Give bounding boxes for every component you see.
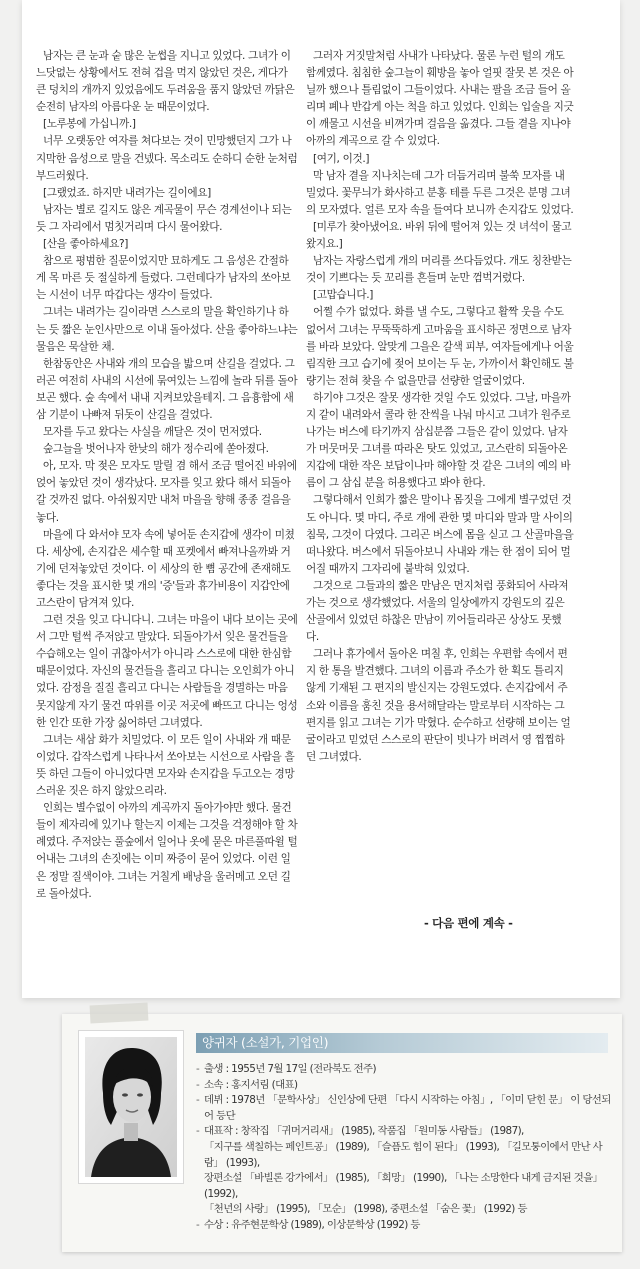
story-paragraph: 하기야 그것은 잘못 생각한 것일 수도 있었다. 그날, 마을까지 같이 내려와서 콜라 한 잔씩을 나눠 마시고 그녀가 원주로 나가는 버스에 타기까지 삼십분쯤 그들은 같이 있었다. 남자가 머뭇머뭇 그녀를 따라온 탓도 있었고, 고스란히 되돌아온 지갑에 대한 작은 보답이나마 해야할 것 같은 그녀의 예의 바름이 그 삼십 분을 허용했다고 봐야 한다. — [306, 391, 571, 490]
author-detail-text: 소속 : 홍지서림 (대표) — [204, 1078, 298, 1091]
story-column-right — [306, 48, 574, 766]
author-detail-text: 장편소설 「바빌론 강가에서」 (1985), 「희망」 (1990), 「나는 소망한다 내게 금지된 것을」 (1992), — [204, 1172, 603, 1200]
story-paragraph: 참으로 평범한 질문이었지만 묘하게도 그 음성은 간절하게 목 마른 듯 절실하게 들렸다. 그런데다가 남자의 쏘아보는 시선이 너무 따갑다는 생각이 들었다. — [36, 255, 291, 302]
bullet-dash: - — [196, 1094, 200, 1107]
bullet-dash: - — [196, 1125, 200, 1138]
author-detail-line — [196, 1202, 616, 1218]
author-detail-line — [196, 1140, 616, 1171]
story-paragraph: 아, 모자. 막 젖은 모자도 말릴 겸 해서 조금 떨어진 바위에 얹어 놓았던 것이 생각났다. 모자를 잊고 왔다 해서 되돌아 갈 것까진 없다. 아쉬웠지만 내처 마을을 향해 종종 걸음을 놓다. — [36, 460, 297, 524]
dialogue-line: [산을 좋아하세요?] — [43, 238, 129, 251]
author-detail-text: 「지구를 색칠하는 페인트공」 (1989), 「슬픔도 힘이 된다」 (1993), 「길모퉁이에서 만난 사람」 (1993), — [204, 1140, 603, 1169]
author-photo — [78, 1030, 184, 1184]
story-column-left — [36, 48, 298, 903]
story-paragraph: 인희는 별수없이 아까의 계곡까지 돌아가야만 했다. 물건들이 제자리에 있기나 할는지 이제는 그것을 걱정해야 할 차례였다. 주저앉는 풀숲에서 일어나 옷에 묻은 마른풀따윌 털어내는 그녀의 손짓에는 이미 짜증이 묻어 있었다. 이런 일은 정말 질색이야. 그녀는 거칠게 배낭을 울러메고 오던 길로 돌아섰다. — [36, 802, 298, 900]
story-paragraph: 남자는 큰 눈과 숱 많은 눈썹을 지니고 있었다. 그녀가 이 느닷없는 상황에서도 전혀 겁을 먹지 않았던 것은, 게다가 큰 덩치의 개까지 있었음에도 두려움을 품지 않았던 까닭은 순전히 남자의 아름다운 눈 때문이었다. — [36, 50, 295, 114]
bullet-dash: - — [196, 1218, 200, 1231]
author-detail-text: 데뷔 : 1978년 「문학사상」 신인상에 단편 「다시 시작하는 아침」, 「이미 닫힌 문」 이 당선되어 등단 — [204, 1094, 611, 1122]
dialogue-line: [그랬었죠. 하지만 내려가는 길이에요] — [43, 186, 211, 199]
story-paragraph: 그것으로 그들과의 짧은 만남은 먼지처럼 풍화되어 사라져 가는 것으로 생각했었다. 서울의 일상에까지 강원도의 깊은 산골에서 있었던 하찮은 만남이 끼어들리라곤 상상도 못했다. — [306, 579, 569, 644]
author-detail-line — [196, 1171, 616, 1202]
author-detail-text: 출생 : 1955년 7월 17일 (전라북도 전주) — [204, 1063, 376, 1075]
bullet-dash: - — [196, 1078, 200, 1091]
story-paragraph: 그렇다해서 인희가 짧은 말이나 몸짓을 그에게 별구었던 것도 아니다. 몇 마디, 주로 개에 관한 몇 마디와 말과 말 사이의 침묵, 그것이 다였다. 그리곤 버스에 몸을 싣고 그 산골마을을 떠나왔다. 버스에서 뒤돌아보니 사내와 개는 한 점이 되어 멀어질 때까지 그자리에 붙박혀 있었다. — [306, 494, 574, 575]
story-paragraph: 그러나 휴가에서 돌아온 며칠 후, 인희는 우편함 속에서 편지 한 통을 발견했다. 그녀의 이름과 주소가 한 획도 틀리지 않게 기재된 그 편지의 발신지는 강원도였다. 손지갑에서 주소와 이름을 훔친 것을 용서해달라는 말로부터 시작하는 그 편지를 읽고 그녀는 기가 막혔다. 순수하고 선량해 보이는 얼굴이라고 믿었던 스스로의 판단이 빗나가 버려서 영 찝찝하던 그녀였다. — [306, 648, 571, 763]
story-paragraph: 막 남자 곁을 지나치는데 그가 더듬거리며 불쑥 모자를 내밀었다. 꽃무늬가 화사하고 분홍 테를 두른 그것은 분명 그녀의 모자였다. 얼른 모자 속을 들여다 보니까 손지갑도 있었다. — [306, 169, 574, 216]
bullet-dash: - — [196, 1063, 200, 1075]
author-detail-line — [196, 1062, 616, 1078]
story-paragraph: 한참동안은 사내와 개의 모습을 밟으며 산길을 걸었다. 그러곤 여전히 사내의 시선에 묶여있는 느낌에 놀라 뒤를 돌아보곤 했다. 숲 속에서 내내 지켜보았을테지. 그 음흉함에 새삼 기분이 나빠져 뒤돗이 산길을 걸었다. — [36, 357, 298, 421]
story-paragraph: 남자는 자랑스럽게 개의 머리를 쓰다듬었다. 개도 칭찬받는 것이 기쁘다는 듯 꼬리를 흔들며 눈만 껌벅거렸다. — [306, 255, 572, 285]
author-detail-text: 대표작 : 창작집 「귀머거리새」 (1985), 작품집 「원미동 사람들」 (1987), — [204, 1125, 524, 1138]
dialogue-line: [노루봉에 가십니까.] — [43, 118, 136, 131]
author-detail-line — [196, 1218, 616, 1234]
dialogue-line: [여기, 이것.] — [313, 152, 370, 165]
story-paragraph: 마을에 다 와서야 모자 속에 넣어둔 손지갑에 생각이 미쳤다. 세상에, 손지갑은 세수할 때 포켓에서 빠져나올까봐 거기에 던져놓았던 것이다. 이 세상의 한 뼘 공간에 존재해도 좋다는 것을 표시한 몇 개의 '증'들과 휴가비용이 지갑안에 고스란이 담겨져 있다. — [36, 528, 295, 609]
story-paragraph: 그런 것을 잊고 다니다니. 그녀는 마을이 내다 보이는 곳에서 그만 털썩 주저앉고 말았다. 되돌아가서 잊은 물건들을 수습해오는 일이 귀찮아서가 아니라 스스로에 대한 한심함 때문이었다. 자신의 물건들을 흘리고 다니는 오인희가 아니었다. 감정을 질질 흘리고 다니는 사람들을 경멸하는 마음 못지않게 자기 물건 따위를 이곳 저곳에 빠뜨고 다니는 엉성한 인간 또한 가장 싫어하던 그녀였다. — [36, 614, 298, 729]
author-detail-text: 「천년의 사랑」 (1995), 「모순」 (1998), 중편소설 「숨은 꽃」 (1992) 등 — [204, 1203, 527, 1216]
story-paragraph: 남자는 별로 길지도 않은 계곡물이 무슨 경계선이나 되는 듯 그 자리에서 멈칫거리며 다시 물어왔다. — [36, 203, 292, 233]
author-detail-line — [196, 1078, 616, 1094]
story-paragraph: 너무 오랫동안 여자를 쳐다보는 것이 민망했던지 그가 나지막한 음성으로 말을 건넸다. 목소리도 순하디 순한 눈처럼 부드러웠다. — [36, 135, 298, 182]
continued-label: - 다음 편에 계속 - — [424, 916, 513, 930]
tape-strip — [90, 1002, 149, 1023]
author-detail-line — [196, 1124, 616, 1140]
author-name-bar: 양귀자 (소설가, 기업인) — [196, 1033, 608, 1053]
story-paragraph: 그녀는 내려가는 길이라면 스스로의 말을 확인하기나 하는 듯 짧은 눈인사만으로 이내 돌아섰다. 산을 좋아하느냐는 물음은 묵살한 채. — [36, 306, 298, 353]
story-paragraph: 그녀는 새삼 화가 치밀었다. 이 모든 일이 사내와 개 때문이었다. 갑작스럽게 나타나서 쏘아보는 시선으로 사람을 흘뜻 하던 그들이 아니었다면 모자와 손지갑을 두고오는 경망스러운 짓은 하지 않았으리라. — [36, 733, 295, 798]
story-paragraph: 숲그늘을 벗어나자 한낮의 해가 정수리에 쏟아졌다. — [43, 443, 269, 456]
story-paragraph: 어쩔 수가 없었다. 화를 낼 수도, 그렇다고 활짝 웃을 수도 없어서 그녀는 무뚝뚝하게 고마움을 표시하곤 정면으로 남자를 바라 보았다. 알맞게 그을은 갈색 피부, 여자들에게나 어울림직한 크고 습기에 젖어 보이는 두 눈, 가까이서 확인해도 불량기는 전혀 찾을 수 없을만큼 선량한 얼굴이었다. — [306, 306, 574, 387]
author-detail-text: 수상 : 유주현문학상 (1989), 이상문학상 (1992) 등 — [204, 1218, 420, 1231]
dialogue-line: [고맙습니다.] — [313, 289, 374, 302]
story-paragraph: 모자를 두고 왔다는 사실을 깨달은 것이 먼저였다. — [43, 426, 262, 439]
story-paragraph: 그러자 거짓말처럼 사내가 나타났다. 물론 누런 털의 개도 함께였다. 침침한 숲그늘이 훼방을 놓아 얼핏 잘못 본 것은 아닐까 했으나 틀림없이 그들이었다. 사내는 팔을 조금 들어 올리며 폐나 반갑게 아는 척을 하고 있었다. 인희는 입술을 지긋이 깨물고 시선을 비껴가며 걸음을 옮겼다. 그들 곁을 지나야 아까의 계곡으로 갈 수 있었다. — [306, 50, 574, 148]
author-bio — [196, 1062, 616, 1234]
author-detail-line — [196, 1093, 616, 1124]
dialogue-line: [미루가 찾아냈어요. 바위 뒤에 떨어져 있는 것 녀석이 물고 왔지요.] — [306, 220, 572, 251]
